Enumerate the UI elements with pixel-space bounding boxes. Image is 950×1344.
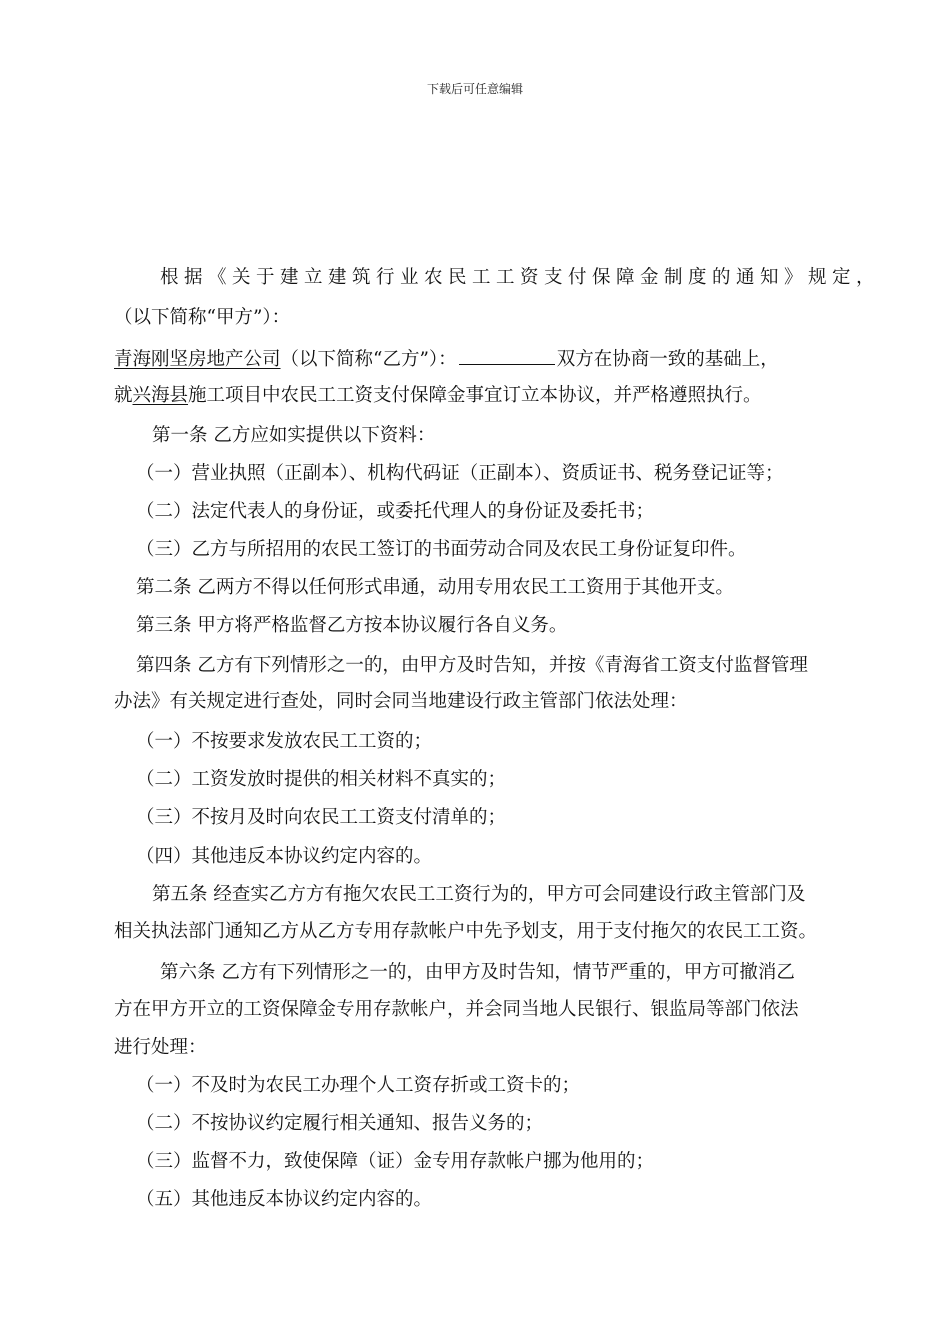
- article-4-item-2: （二）工资发放时提供的相关材料不真实的；: [136, 769, 507, 790]
- article-4-item-1: （一）不按要求发放农民工工资的；: [136, 731, 433, 752]
- header-note: 下载后可任意编辑: [426, 82, 523, 96]
- county-name: 兴海县: [132, 385, 189, 406]
- project-suffix: 施工项目中农民工工资支付保障金事宜订立本协议，并严格遵照执行。: [188, 385, 762, 406]
- project-prefix: 就: [114, 385, 133, 406]
- article-6-line-1: 第六条 乙方有下列情形之一的，由甲方及时告知，情节严重的，甲方可撤消乙: [160, 962, 795, 983]
- article-6-item-2: （二）不按协议约定履行相关通知、报告义务的；: [136, 1113, 544, 1134]
- party-b-suffix: （以下简称“乙方”）：: [280, 349, 457, 370]
- agreement-phrase: 双方在协商一致的基础上，: [556, 349, 779, 370]
- party-b-line: [114, 346, 779, 372]
- project-line: [114, 384, 762, 408]
- article-3: 第三条 甲方将严格监督乙方按本协议履行各自义务。: [136, 615, 568, 636]
- article-6-line-2: 方在甲方开立的工资保障金专用存款帐户，并会同当地人民银行、银监局等部门依法: [114, 999, 799, 1020]
- article-5-line-2: 相关执法部门通知乙方从乙方专用存款帐户中先予划支，用于支付拖欠的农民工工资。: [114, 921, 818, 942]
- article-6-item-1: （一）不及时为农民工办理个人工资存折或工资卡的；: [136, 1075, 581, 1096]
- intro-line-1: 根据《关于建立建筑行业农民工工资支付保障金制度的通知》规定，: [160, 267, 881, 288]
- article-5-line-1: 第五条 经查实乙方方有拖欠农民工工资行为的，甲方可会同建设行政主管部门及: [152, 884, 806, 905]
- article-6-item-3: （三）监督不力，致使保障（证）金专用存款帐户挪为他用的；: [136, 1151, 655, 1172]
- article-4-line-1: 第四条 乙方有下列情形之一的，由甲方及时告知，并按《青海省工资支付监督管理: [136, 655, 808, 676]
- article-4-line-2: 办法》有关规定进行查处，同时会同当地建设行政主管部门依法处理：: [114, 691, 688, 712]
- article-1-item-1: （一）营业执照（正副本）、机构代码证（正副本）、资质证书、税务登记证等；: [136, 463, 784, 484]
- article-6-line-3: 进行处理：: [114, 1037, 207, 1058]
- article-6-item-5: （五）其他违反本协议约定内容的。: [136, 1189, 433, 1210]
- article-1-item-2: （二）法定代表人的身份证，或委托代理人的身份证及委托书；: [136, 501, 655, 522]
- article-4-item-3: （三）不按月及时向农民工工资支付清单的；: [136, 807, 507, 828]
- article-4-item-4: （四）其他违反本协议约定内容的。: [136, 846, 433, 867]
- intro-line-2: （以下简称“甲方”）：: [114, 307, 291, 328]
- article-2: 第二条 乙两方不得以任何形式串通，动用专用农民工工资用于其他开支。: [136, 577, 734, 598]
- article-1: 第一条 乙方应如实提供以下资料：: [152, 425, 436, 446]
- blank-field[interactable]: [459, 346, 555, 365]
- article-1-item-3: （三）乙方与所招用的农民工签订的书面劳动合同及农民工身份证复印件。: [136, 539, 747, 560]
- party-b-name: 青海刚坚房地产公司: [114, 349, 281, 370]
